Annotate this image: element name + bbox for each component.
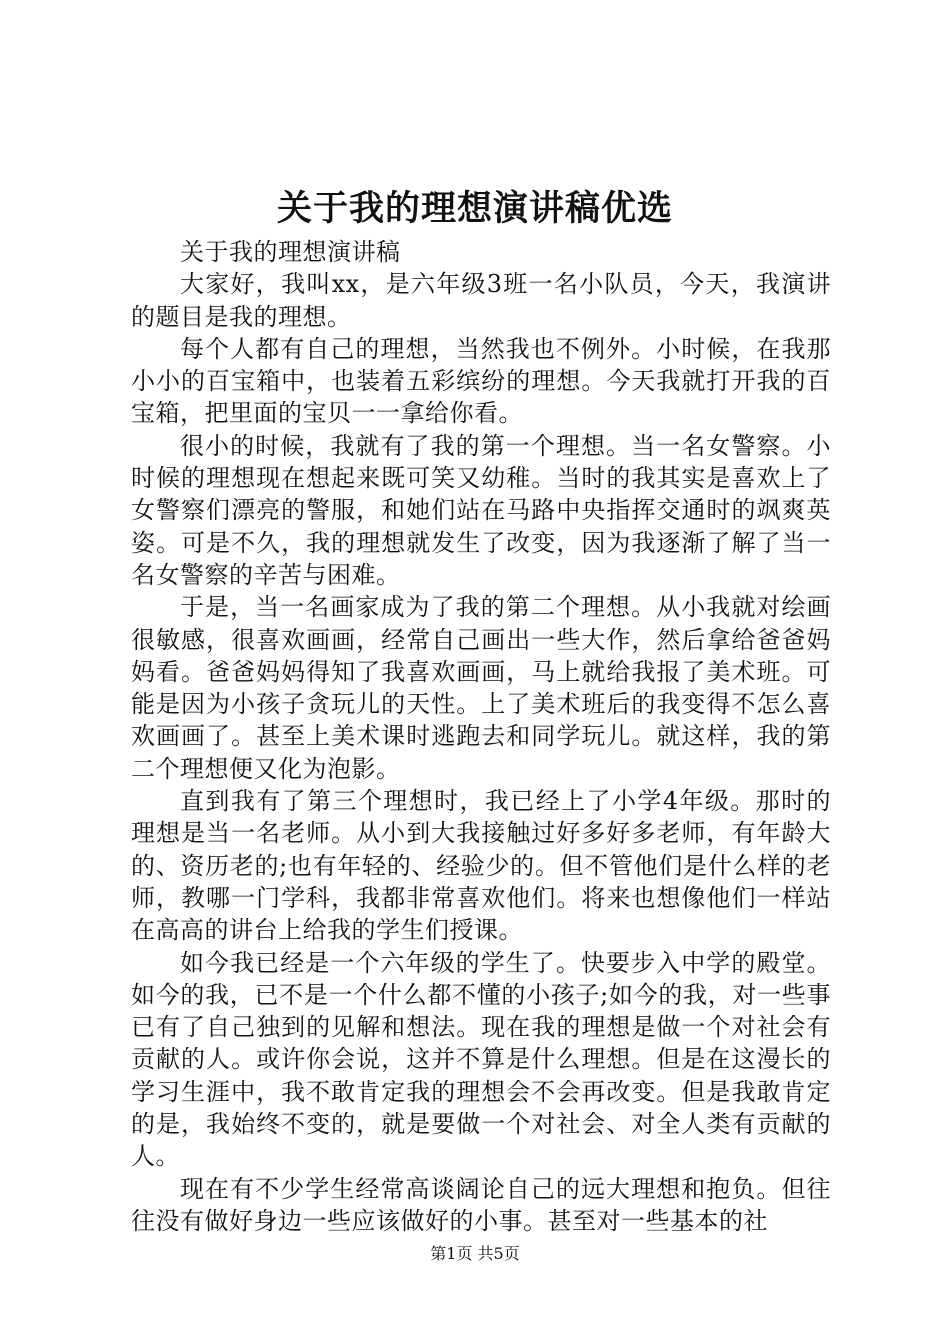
paragraph: 现在有不少学生经常高谈阔论自己的远大理想和抱负。但往往没有做好身边一些应该做好的小事。甚至对一些基本的社 — [131, 1174, 831, 1235]
document-title: 关于我的理想演讲稿优选 — [276, 188, 673, 229]
paragraph: 直到我有了第三个理想时，我已经上了小学4年级。那时的理想是当一名老师。从小到大我接触过好多好多老师，有年龄大的、资历老的;也有年轻的、经验少的。但不管他们是什么样的老师，教哪一门学科，我都非常喜欢他们。将来也想像他们一样站在高高的讲台上给我的学生们授课。 — [131, 787, 831, 945]
document-body — [131, 236, 831, 1237]
paragraph: 大家好，我叫xx，是六年级3班一名小队员，今天，我演讲的题目是我的理想。 — [131, 270, 831, 331]
paragraph: 每个人都有自己的理想，当然我也不例外。小时候，在我那小小的百宝箱中，也装着五彩缤纷的理想。今天我就打开我的百宝箱，把里面的宝贝一一拿给你看。 — [131, 334, 831, 428]
paragraph-subtitle: 关于我的理想演讲稿 — [180, 238, 401, 266]
paragraph: 如今我已经是一个六年级的学生了。快要步入中学的殿堂。如今的我，已不是一个什么都不懂的小孩子;如今的我，对一些事已有了自己独到的见解和想法。现在我的理想是做一个对社会有贡献的人。或许你会说，这并不算是什么理想。但是在这漫长的学习生涯中，我不敢肯定我的理想会不会再改变。但是我敢肯定的是，我始终不变的，就是要做一个对社会、对全人类有贡献的人。 — [131, 948, 831, 1171]
paragraph: 于是，当一名画家成为了我的第二个理想。从小我就对绘画很敏感，很喜欢画画，经常自己画出一些大作，然后拿给爸爸妈妈看。爸爸妈妈得知了我喜欢画画，马上就给我报了美术班。可能是因为小孩子贪玩儿的天性。上了美术班后的我变得不怎么喜欢画画了。甚至上美术课时逃跑去和同学玩儿。就这样，我的第二个理想便又化为泡影。 — [131, 593, 831, 783]
paragraph: 很小的时候，我就有了我的第一个理想。当一名女警察。小时候的理想现在想起来既可笑又幼稚。当时的我其实是喜欢上了女警察们漂亮的警服，和她们站在马路中央指挥交通时的飒爽英姿。可是不久，我的理想就发生了改变，因为我逐渐了解了当一名女警察的辛苦与困难。 — [131, 431, 831, 589]
page-footer: 第1页 共5页 — [430, 1244, 520, 1263]
